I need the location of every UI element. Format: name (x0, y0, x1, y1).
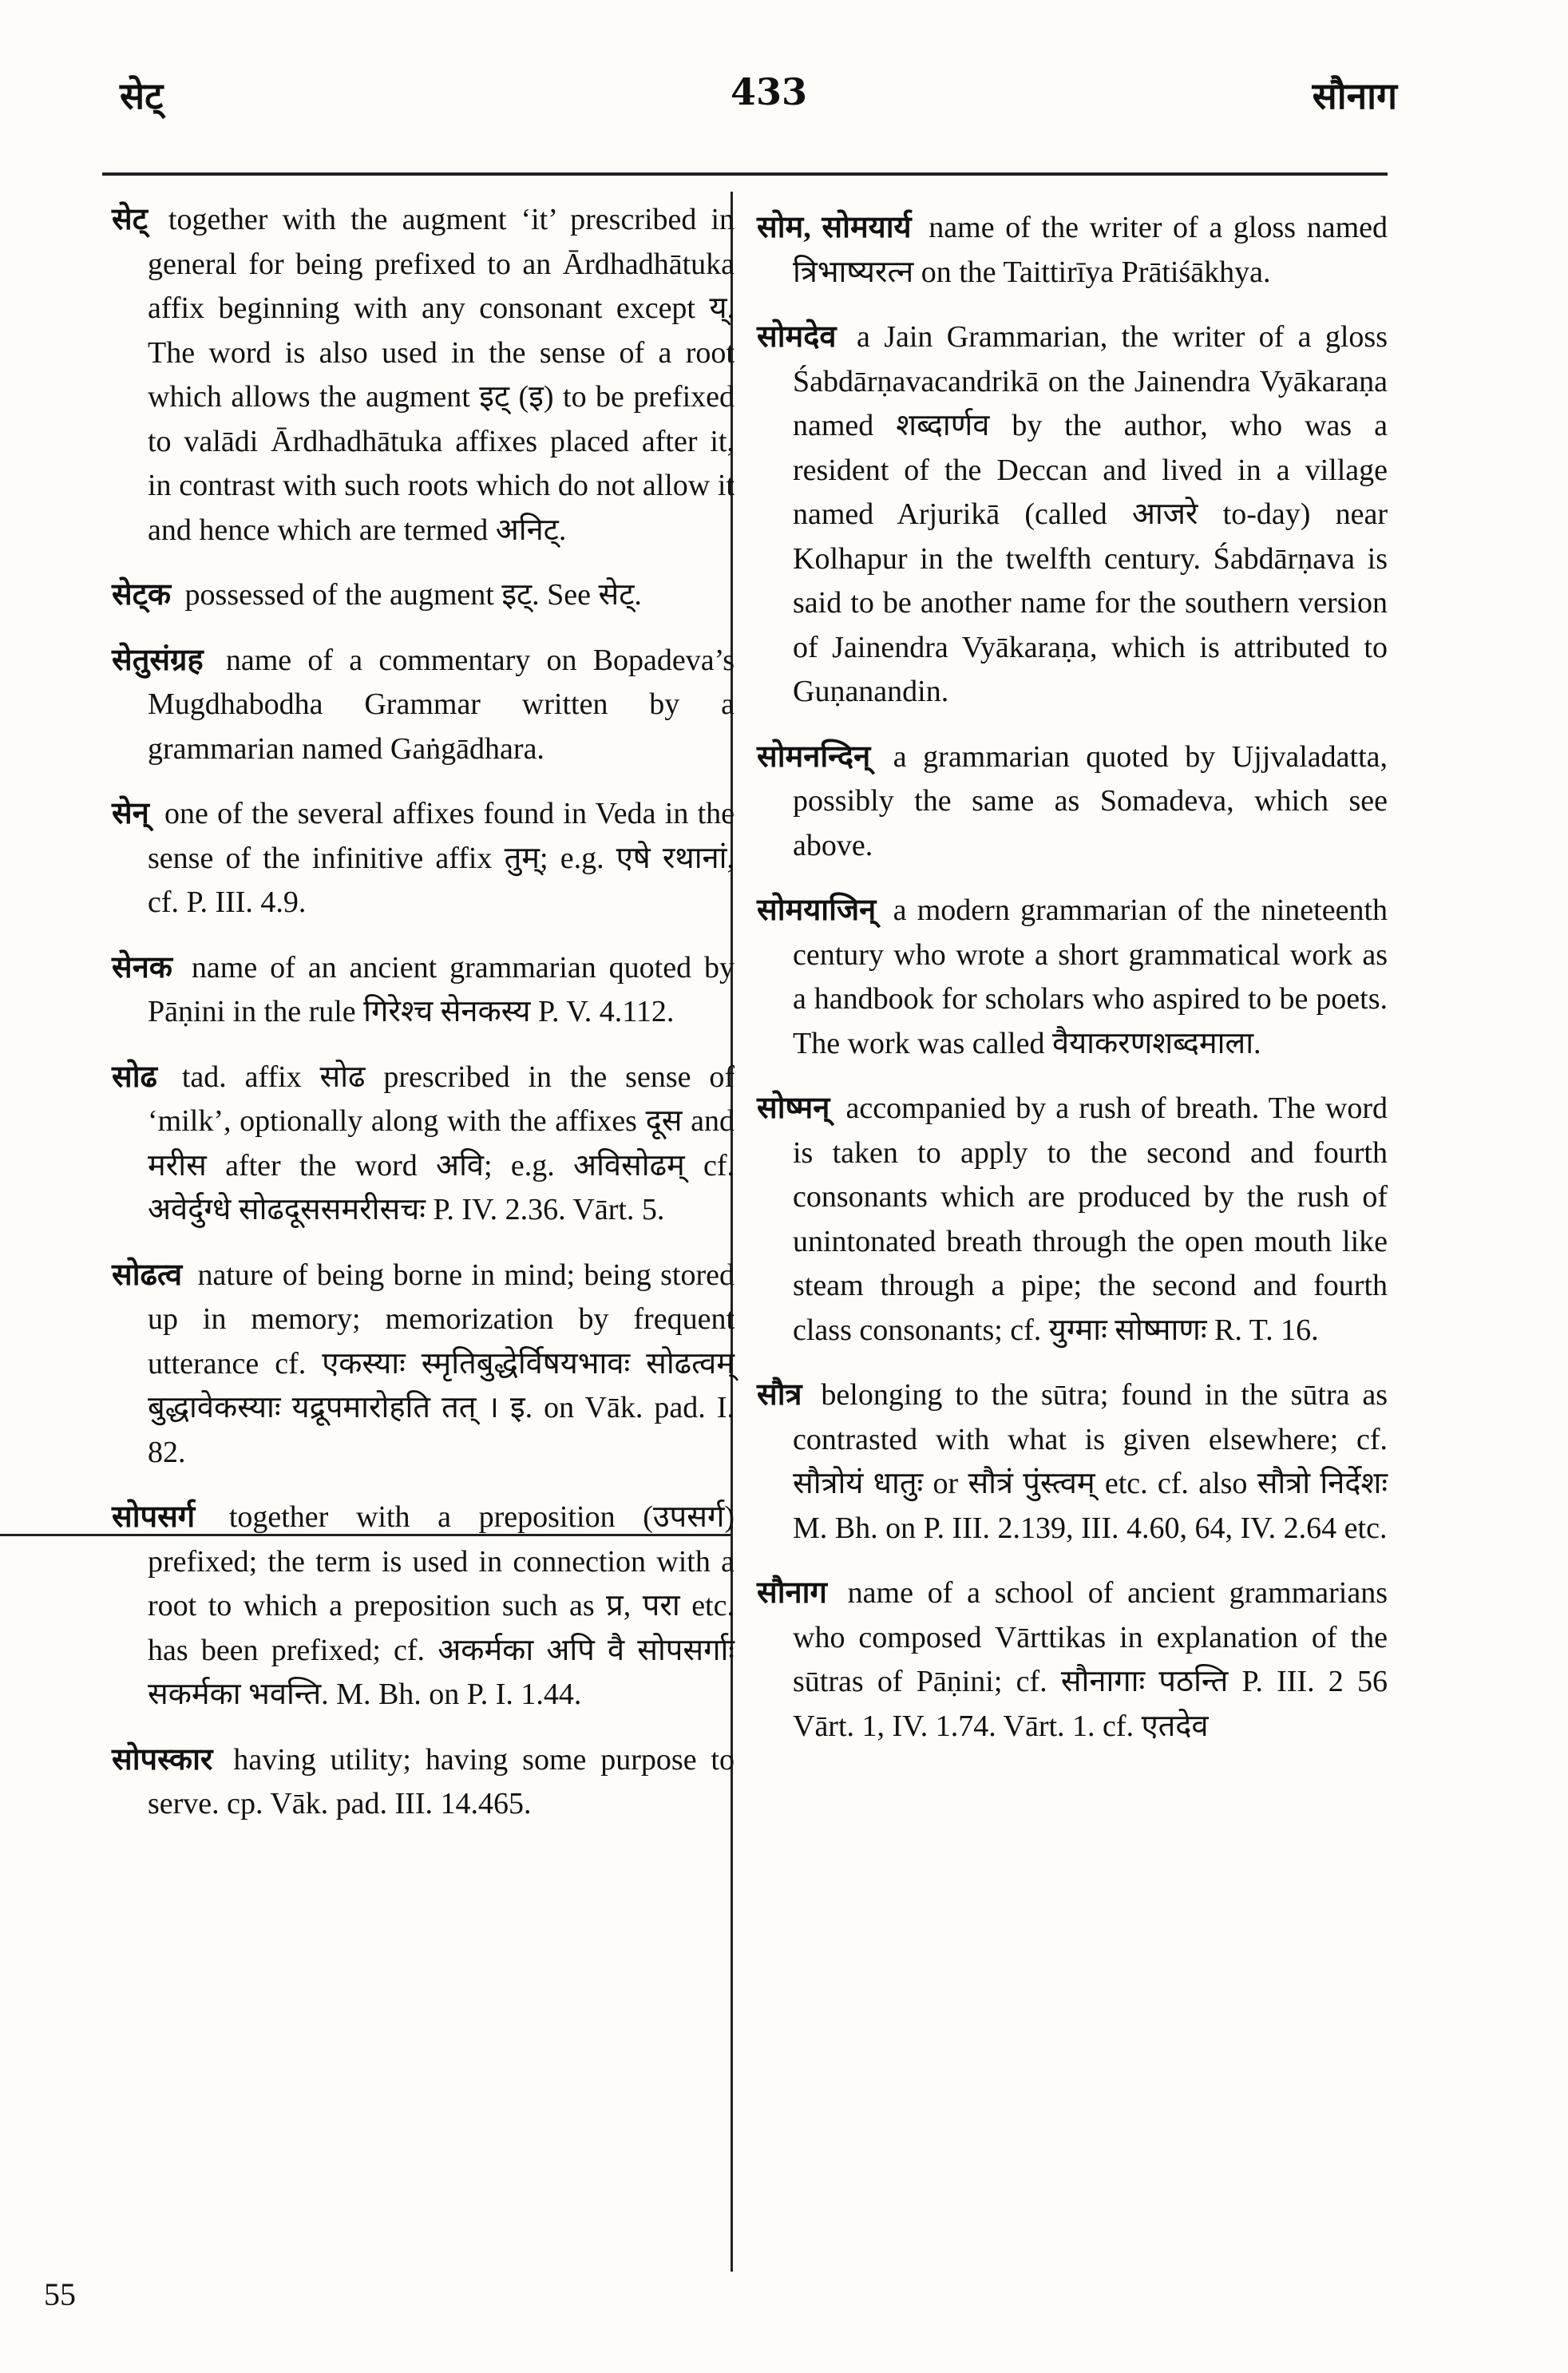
header-rule (102, 172, 1388, 176)
entry-definition: name of an ancient grammarian quoted by Pāṇini in the rule गिरेश्च सेनकस्य P. V. 4.112. (148, 950, 735, 1028)
dictionary-entry (112, 792, 735, 925)
dictionary-entry (112, 1056, 735, 1233)
entry-definition: a grammarian quoted by Ujjvaladatta, possibly the same as Somadeva, which see above. (793, 739, 1388, 862)
entry-definition: belonging to the sūtra; found in the sūtra as contrasted with what is given elsewhere; cf. सौत्रोयं धातुः or सौत्रं पुंस्त्वम् etc. cf. also सौत्रो निर्देशः M. Bh. on P. III. 2.139, III. 4.60, 64, IV. 2.64 etc. (793, 1378, 1388, 1545)
dictionary-entry (757, 889, 1388, 1066)
entry-headword: सोढ (112, 1060, 157, 1094)
entry-definition: nature of being borne in mind; being stored up in memory; memorization by frequent utterance cf. एकस्याः स्मृतिबुद्धेर्विषयभावः सोढत्वम् बुद्धावेकस्याः यद्रूपमारोहति तत् । इ. on Vāk. pad. I. 82. (148, 1258, 735, 1469)
entry-headword: सोमयाजिन् (757, 893, 877, 927)
entry-headword: सेतुसंग्रह (112, 643, 204, 677)
entry-definition: together with a preposition (उपसर्ग) prefixed; the term is used in connection with a root to which a preposition such as प्र, परा etc. has been prefixed; cf. अकर्मका अपि वै सोपसर्गाः सकर्मका भवन्ति. M. Bh. on P. I. 1.44. (148, 1500, 735, 1711)
entry-headword: सौनाग (757, 1576, 827, 1610)
dictionary-entry (112, 573, 735, 618)
dictionary-entry (112, 198, 735, 553)
entry-definition: a Jain Grammarian, the writer of a gloss Śabdārṇavacandrikā on the Jainendra Vyākaraṇa named शब्दार्णव by the author, who was a resident of the Deccan and lived in a village named Arjurikā (called आजरे to-day) near Kolhapur in the twelfth century. Śabdārṇava is said to be another name for the southern version of Jainendra Vyākaraṇa, which is attributed to Guṇanandin. (793, 320, 1388, 708)
signature-number: 55 (44, 2276, 76, 2312)
dictionary-entry (112, 639, 735, 772)
entry-definition: name of a school of ancient grammarians who composed Vārttikas in explanation of the sūtras of Pāṇini; cf. सौनागाः पठन्ति P. III. 2 56 Vārt. 1, IV. 1.74. Vārt. 1. cf. एतदेव (793, 1576, 1388, 1743)
dictionary-entry (757, 315, 1388, 715)
dictionary-entry (757, 735, 1388, 869)
dictionary-entry (757, 1571, 1388, 1749)
entry-definition: a modern grammarian of the nineteenth century who wrote a short grammatical work as a handbook for scholars who aspired to be poets. The work was called वैयाकरणशब्दमाला. (793, 893, 1388, 1060)
entry-headword: सेट् (112, 203, 148, 236)
dictionary-entry (757, 1087, 1388, 1353)
dictionary-entry (112, 1738, 735, 1827)
dictionary-entry (112, 1254, 735, 1476)
dictionary-entry (757, 1373, 1388, 1551)
entry-headword: सोम, सोमयार्य (757, 211, 912, 244)
right-column (757, 206, 1388, 1769)
entry-headword: सोपस्कार (112, 1742, 213, 1777)
running-header (120, 70, 1397, 134)
header-left-headword: सेट् (120, 74, 164, 117)
entry-definition: name of the writer of a gloss named त्रिभाष्यरत्न on the Taittirīya Prātiśākhya. (793, 211, 1388, 289)
entry-definition: having utility; having some purpose to serve. cp. Vāk. pad. III. 14.465. (148, 1742, 735, 1820)
entry-headword: सेट्क (112, 578, 172, 612)
dictionary-entry (112, 1496, 735, 1717)
entry-definition: one of the several affixes found in Veda in the sense of the infinitive affix तुम्; e.g. एषे रथानां, cf. P. III. 4.9. (148, 797, 735, 919)
entry-definition: accompanied by a rush of breath. The word is taken to apply to the second and fourth consonants which are produced by the rush of unintonated breath through the open mouth like steam through a pipe; the second and fourth class consonants; cf. युग्माः सोष्माणः R. T. 16. (793, 1091, 1388, 1347)
entry-headword: सोष्मन् (757, 1091, 830, 1125)
entry-headword: सोपसर्ग (112, 1500, 196, 1534)
entry-headword: सेनक (112, 950, 172, 984)
dictionary-entry (112, 946, 735, 1035)
entry-headword: सौत्र (757, 1378, 802, 1412)
left-column (112, 198, 735, 1848)
page-number: 433 (731, 70, 808, 113)
entry-definition: tad. affix सोढ prescribed in the sense of ‘milk’, optionally along with the affixes दूस and मरीस after the word अवि; e.g. अविसोढम् cf. अवेर्दुग्धे सोढदूससमरीसचः P. IV. 2.36. Vārt. 5. (148, 1060, 735, 1226)
entry-definition: together with the augment ‘it’ prescribed in general for being prefixed to an Ārdhadhātuka affix beginning with any consonant except य्. The word is also used in the sense of a root which allows the augment इट् (इ) to be prefixed to valādi Ārdhadhātuka affixes placed after it, in contrast with such roots which do not allow it and hence which are termed अनिट्. (148, 203, 735, 547)
header-right-headword: सौनाग (1312, 74, 1397, 117)
entry-headword: सोमनन्दिन् (757, 739, 871, 774)
entry-headword: सोमदेव (757, 320, 837, 354)
entry-definition: possessed of the augment इट्. See सेट्. (184, 578, 642, 612)
dictionary-entry (757, 206, 1388, 295)
entry-headword: सेन् (112, 797, 149, 830)
entry-headword: सोढत्व (112, 1258, 183, 1292)
entry-definition: name of a commentary on Bopadeva’s Mugdhabodha Grammar written by a grammarian named Gaṅgādhara. (148, 643, 735, 766)
